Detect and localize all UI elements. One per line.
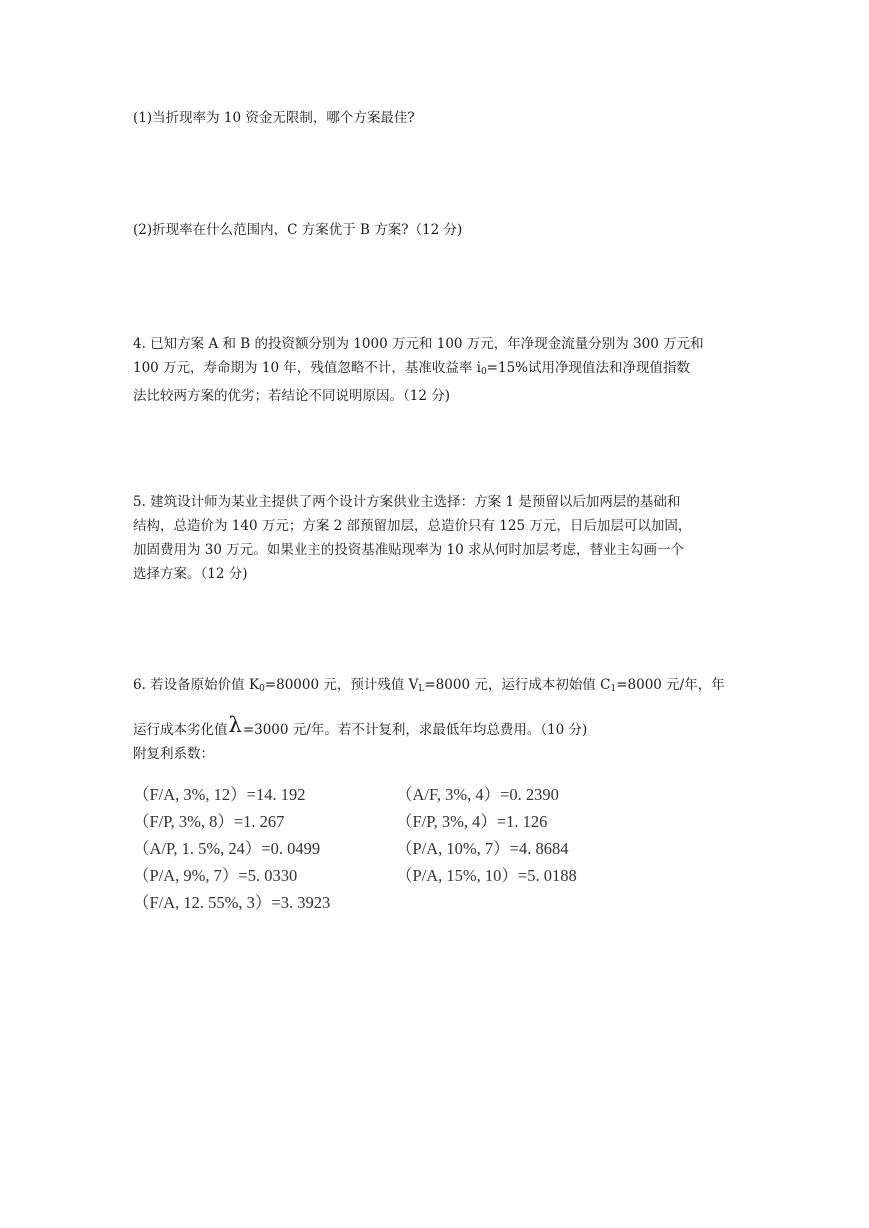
question-text: 6. 若设备原始价值 K [133,677,260,693]
subscript: 0 [259,684,265,694]
subscript: L [418,684,425,694]
question-text: =15%试用净现值法和净现值指数 [486,360,690,376]
question-5 [133,490,743,586]
coefficient-row [133,781,603,808]
question-text: (1)当折现率为 10 资金无限制，哪个方案最佳? [133,110,415,126]
question-text: (2)折现率在什么范围内，C 方案优于 B 方案?（12 分) [133,222,463,238]
question-line [133,332,743,356]
coefficient-left: （F/A, 3%, 12）=14. 192 [133,785,306,804]
question-text: =3000 元/年。若不计复利，求最低年均总费用。（10 分) [242,722,588,738]
question-6 [133,673,743,766]
coefficient-left: （A/P, 1. 5%, 24）=0. 0499 [133,839,321,858]
coefficient-row [133,889,603,916]
question-text: 运行成本劣化值 [133,722,228,738]
coefficient-right: （A/F, 3%, 4）=0. 2390 [396,785,559,804]
coefficient-right: （P/A, 10%, 7）=4. 8684 [396,839,569,858]
question-text: 5. 建筑设计师为某业主提供了两个设计方案供业主选择：方案 1 是预留以后加两层的基础和 [133,494,681,510]
question-line [133,356,743,384]
coefficient-left: （F/A, 12. 55%, 3）=3. 3923 [133,893,331,912]
question-line [133,673,743,701]
subscript: 0 [480,367,487,377]
coefficient-row [133,862,603,889]
question-text: 加固费用为 30 万元。如果业主的投资基准贴现率为 10 求从何时加层考虑，替业主勾画一个 [133,542,685,558]
lambda-symbol: λ [228,713,242,737]
coefficient-right: （P/A, 15%, 10）=5. 0188 [396,866,577,885]
question-3-part-2 [133,218,743,242]
question-text: 选择方案。（12 分) [133,566,248,582]
question-4 [133,332,743,408]
question-text: 4. 已知方案 A 和 B 的投资额分别为 1000 万元和 100 万元，年净现金流量分别为 300 万元和 [133,336,704,352]
coefficient-row [133,808,603,835]
question-3-part-1 [133,106,743,130]
question-text: 法比较两方案的优劣；若结论不同说明原因。（12 分) [133,388,450,404]
subscript: 1 [610,684,617,694]
question-text: =8000 元，运行成本初始值 C [424,677,611,693]
question-text: =80000 元，预计残值 V [264,677,419,693]
question-text: =8000 元/年，年 [616,677,725,693]
coefficient-row [133,835,603,862]
appendix-title: 附复利系数： [133,746,214,762]
coefficient-left: （F/P, 3%, 8）=1. 267 [133,812,285,831]
question-text: 结构，总造价为 140 万元；方案 2 部预留加层，总造价只有 125 万元，日后加层可以加固， [133,518,692,534]
compound-interest-table [133,781,603,916]
coefficient-left: （P/A, 9%, 7）=5. 0330 [133,866,298,885]
question-line [133,713,743,742]
question-line [133,384,743,408]
question-text: 100 万元，寿命期为 10 年，残值忽略不计，基准收益率 i [133,360,481,376]
coefficient-right: （F/P, 3%, 4）=1. 126 [396,812,548,831]
